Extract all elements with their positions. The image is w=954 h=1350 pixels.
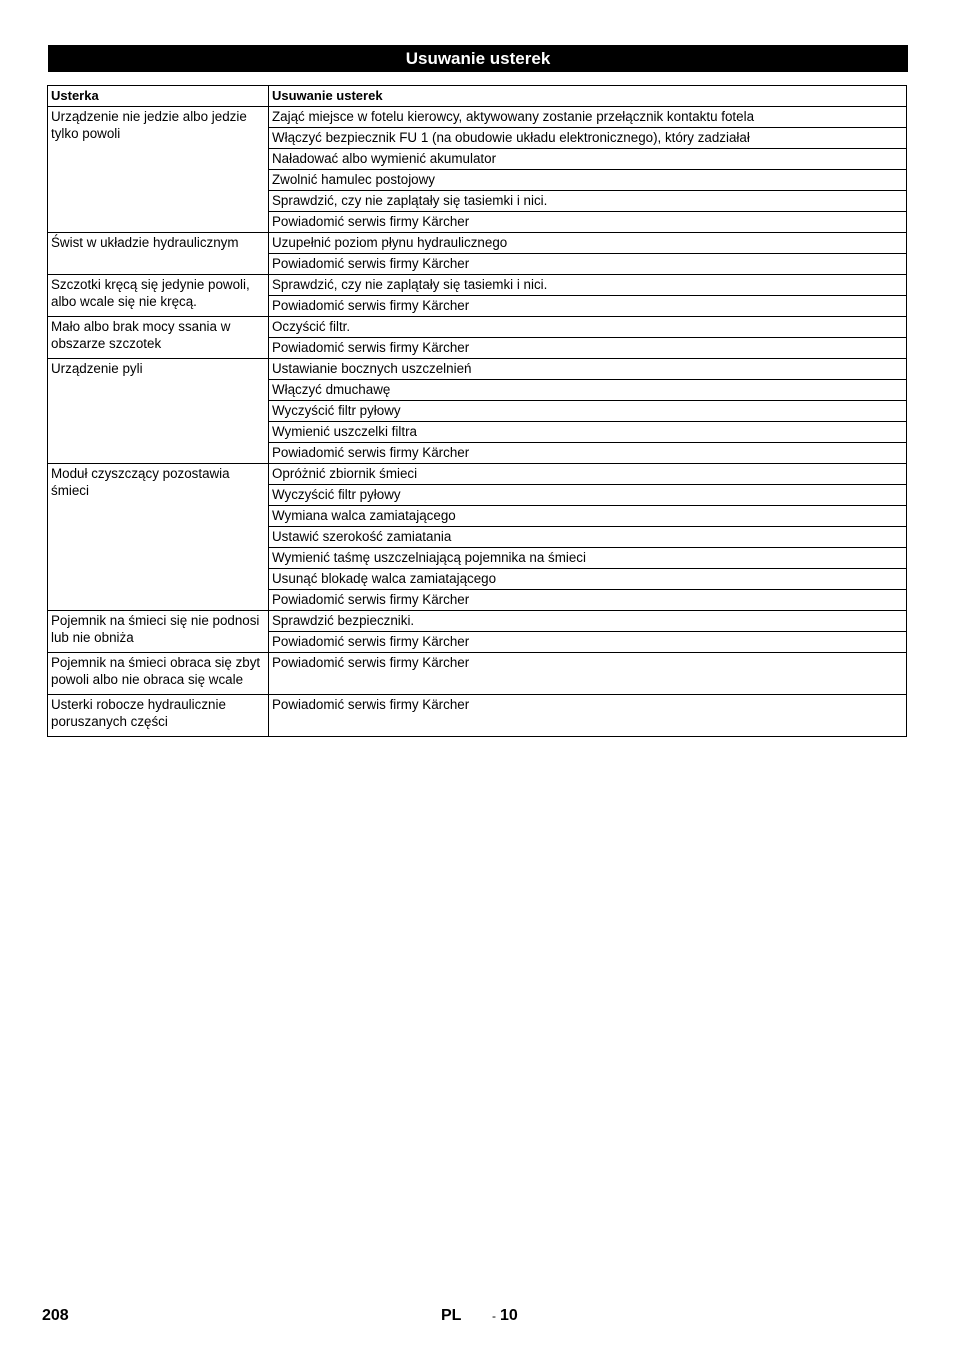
fault-cell: Urządzenie pyli bbox=[48, 359, 269, 464]
remedy-cell: Włączyć dmuchawę bbox=[269, 380, 907, 401]
table-row bbox=[48, 359, 907, 380]
fault-cell: Pojemnik na śmieci się nie podnosi lub nie obniża bbox=[48, 611, 269, 653]
table-row bbox=[48, 611, 907, 632]
remedy-cell: Zająć miejsce w fotelu kierowcy, aktywowany zostanie przełącznik kontaktu fotela bbox=[269, 107, 907, 128]
remedy-cell: Wymiana walca zamiatającego bbox=[269, 506, 907, 527]
header-fault: Usterka bbox=[48, 86, 269, 107]
remedy-cell: Zwolnić hamulec postojowy bbox=[269, 170, 907, 191]
table-header-row bbox=[48, 86, 907, 107]
table-row bbox=[48, 317, 907, 338]
remedy-cell: Powiadomić serwis firmy Kärcher bbox=[269, 653, 907, 695]
fault-cell: Pojemnik na śmieci obraca się zbyt powoli albo nie obraca się wcale bbox=[48, 653, 269, 695]
troubleshooting-table bbox=[47, 85, 907, 737]
table-row bbox=[48, 464, 907, 485]
fault-cell: Urządzenie nie jedzie albo jedzie tylko powoli bbox=[48, 107, 269, 233]
table-row bbox=[48, 275, 907, 296]
remedy-cell: Powiadomić serwis firmy Kärcher bbox=[269, 632, 907, 653]
table-row bbox=[48, 107, 907, 128]
remedy-cell: Wymienić uszczelki filtra bbox=[269, 422, 907, 443]
header-remedy: Usuwanie usterek bbox=[269, 86, 907, 107]
fault-cell: Świst w układzie hydraulicznym bbox=[48, 233, 269, 275]
remedy-cell: Powiadomić serwis firmy Kärcher bbox=[269, 590, 907, 611]
table-row bbox=[48, 695, 907, 737]
remedy-cell: Powiadomić serwis firmy Kärcher bbox=[269, 695, 907, 737]
remedy-cell: Powiadomić serwis firmy Kärcher bbox=[269, 296, 907, 317]
language-code: PL bbox=[441, 1307, 462, 1324]
remedy-cell: Sprawdzić, czy nie zaplątały się tasiemki i nici. bbox=[269, 275, 907, 296]
remedy-cell: Ustawić szerokość zamiatania bbox=[269, 527, 907, 548]
fault-cell: Mało albo brak mocy ssania w obszarze szczotek bbox=[48, 317, 269, 359]
remedy-cell: Oczyścić filtr. bbox=[269, 317, 907, 338]
remedy-cell: Włączyć bezpiecznik FU 1 (na obudowie układu elektronicznego), który zadziałał bbox=[269, 128, 907, 149]
fault-cell: Szczotki kręcą się jedynie powoli, albo wcale się nie kręcą. bbox=[48, 275, 269, 317]
table-row bbox=[48, 233, 907, 254]
remedy-cell: Powiadomić serwis firmy Kärcher bbox=[269, 254, 907, 275]
remedy-cell: Uzupełnić poziom płynu hydraulicznego bbox=[269, 233, 907, 254]
remedy-cell: Wyczyścić filtr pyłowy bbox=[269, 401, 907, 422]
remedy-cell: Powiadomić serwis firmy Kärcher bbox=[269, 338, 907, 359]
remedy-cell: Ustawianie bocznych uszczelnień bbox=[269, 359, 907, 380]
table-row bbox=[48, 653, 907, 695]
fault-cell: Usterki robocze hydraulicznie poruszanych części bbox=[48, 695, 269, 737]
remedy-cell: Wymienić taśmę uszczelniającą pojemnika na śmieci bbox=[269, 548, 907, 569]
remedy-cell: Wyczyścić filtr pyłowy bbox=[269, 485, 907, 506]
remedy-cell: Opróżnić zbiornik śmieci bbox=[269, 464, 907, 485]
remedy-cell: Sprawdzić, czy nie zaplątały się tasiemki i nici. bbox=[269, 191, 907, 212]
remedy-cell: Naładować albo wymienić akumulator bbox=[269, 149, 907, 170]
section-page bbox=[492, 1307, 518, 1325]
page-title: Usuwanie usterek bbox=[48, 45, 908, 72]
page-number: 208 bbox=[42, 1307, 69, 1324]
fault-cell: Moduł czyszczący pozostawia śmieci bbox=[48, 464, 269, 611]
section-page-number: 10 bbox=[500, 1307, 518, 1324]
remedy-cell: Sprawdzić bezpieczniki. bbox=[269, 611, 907, 632]
remedy-cell: Powiadomić serwis firmy Kärcher bbox=[269, 212, 907, 233]
section-dash: - bbox=[492, 1309, 496, 1323]
table-body bbox=[48, 107, 907, 737]
remedy-cell: Usunąć blokadę walca zamiatającego bbox=[269, 569, 907, 590]
remedy-cell: Powiadomić serwis firmy Kärcher bbox=[269, 443, 907, 464]
